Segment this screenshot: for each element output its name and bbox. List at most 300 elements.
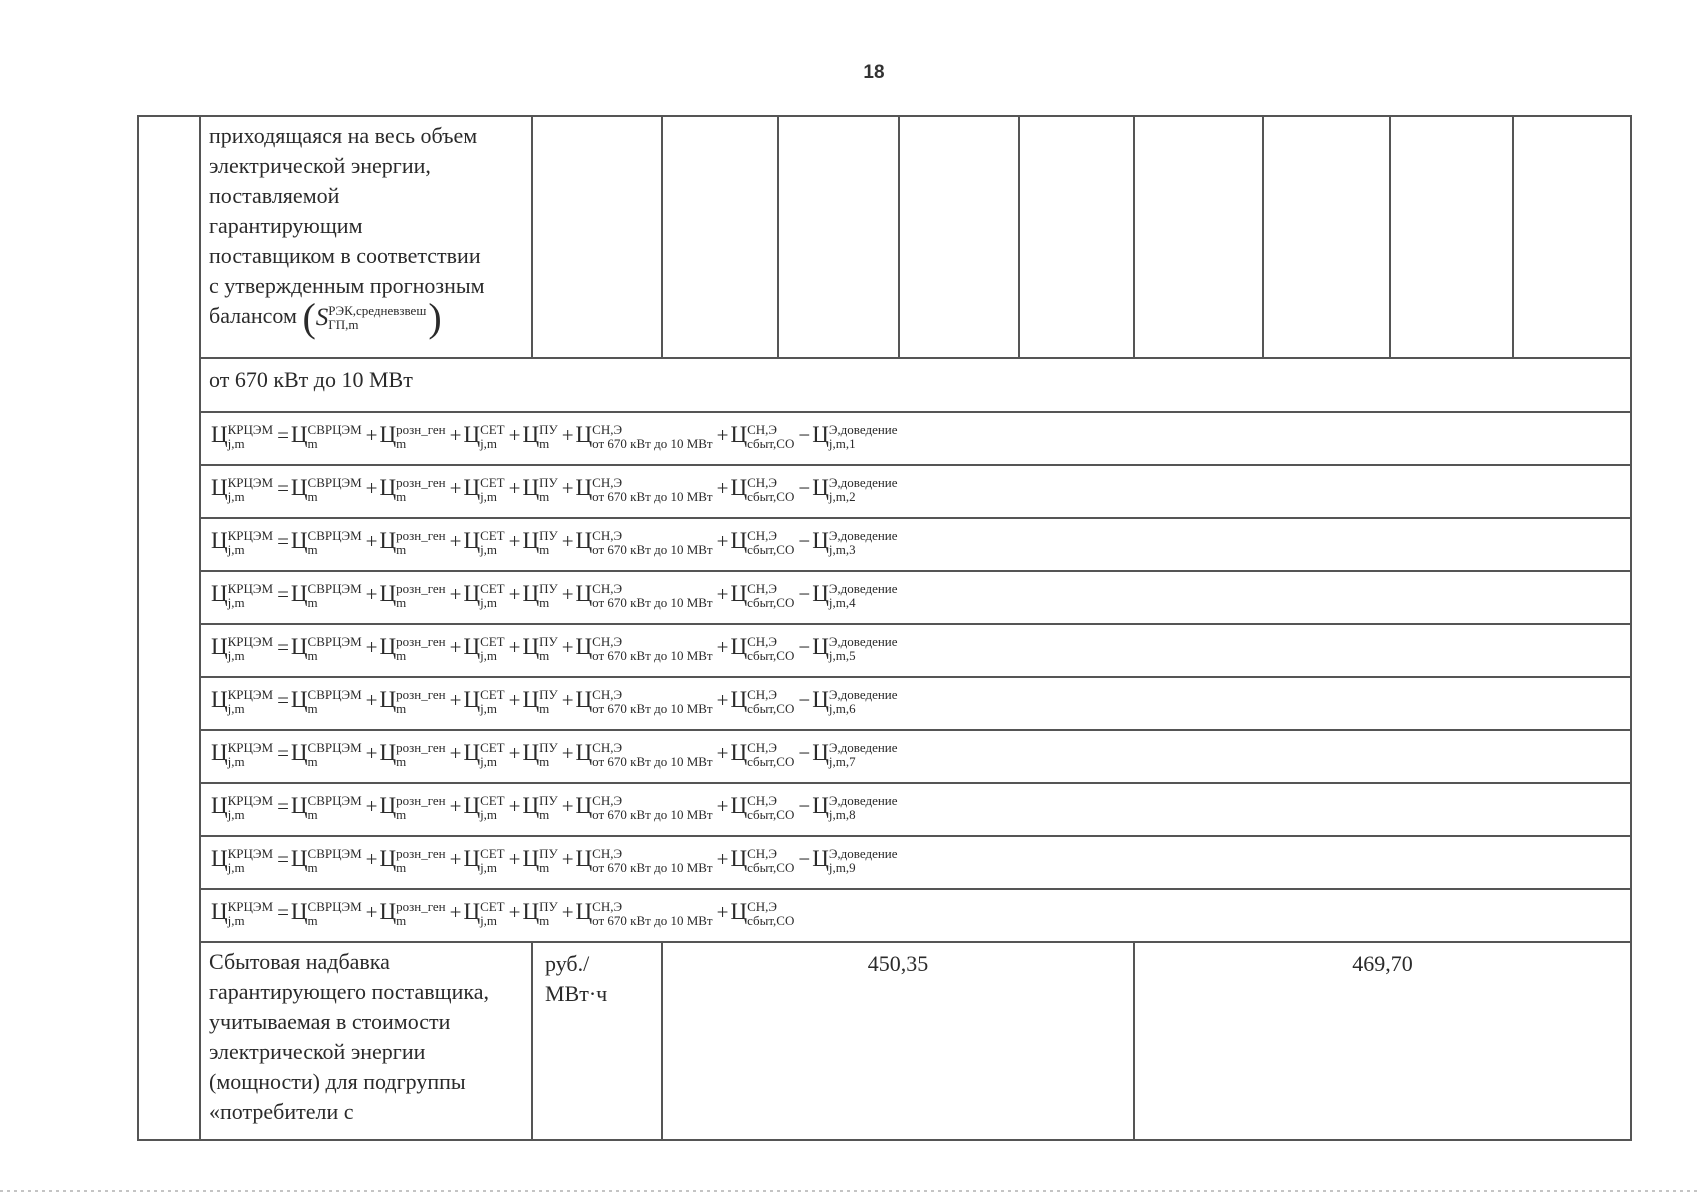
plus-operator: + [508, 900, 521, 924]
formula-row [200, 783, 1631, 836]
markup-price-symbol: Ц [575, 475, 593, 500]
delivery-price-indices [829, 741, 898, 769]
retail-gen-price-sub: m [396, 806, 407, 822]
retail-gen-price-sup: розн_ген [396, 686, 446, 702]
network-price-indices [480, 741, 505, 769]
retail-gen-price-sup: розн_ген [396, 898, 446, 914]
network-price-symbol: Ц [463, 422, 481, 447]
plus-operator: + [449, 847, 462, 871]
plus-operator: + [365, 741, 378, 765]
markup-price-indices [592, 476, 712, 504]
infra-price [522, 792, 559, 822]
equals-operator: = [277, 741, 289, 765]
markup-line: (мощности) для подгруппы [209, 1069, 466, 1094]
sales-price-indices [747, 847, 794, 875]
sales-price-sup: СН,Э [747, 792, 777, 808]
delivery-price [812, 686, 899, 716]
sales-price-sub: сбыт,СО [747, 806, 795, 822]
sales-price [730, 686, 796, 716]
plus-operator: + [716, 847, 729, 871]
lhs-price-sup: КРЦЭМ [227, 845, 274, 861]
markup-price [575, 474, 715, 504]
wholesale-price-sub: m [307, 700, 318, 716]
plus-operator: + [508, 529, 521, 553]
infra-price-sup: ПУ [539, 898, 558, 914]
delivery-price-symbol: Ц [812, 422, 829, 447]
lhs-price-indices [228, 529, 273, 557]
delivery-price-indices [829, 423, 898, 451]
infra-price-sub: m [539, 647, 550, 663]
minus-operator: − [798, 847, 811, 871]
retail-gen-price [379, 739, 447, 769]
network-price-sup: СЕТ [480, 845, 505, 861]
markup-price-symbol: Ц [575, 899, 593, 924]
markup-price-sup: СН,Э [592, 686, 623, 702]
equals-operator: = [277, 900, 289, 924]
wholesale-price-symbol: Ц [290, 899, 308, 924]
sales-price [730, 792, 796, 822]
description-cell [200, 116, 532, 358]
plus-operator: + [365, 635, 378, 659]
empty-cell [1513, 116, 1631, 358]
infra-price-sub: m [539, 806, 550, 822]
network-price-sub: j,m [480, 700, 498, 716]
wholesale-price-sub: m [307, 859, 318, 875]
sales-price [730, 421, 796, 451]
lhs-price-indices [228, 688, 273, 716]
plus-operator: + [561, 423, 574, 447]
infra-price-sup: ПУ [539, 474, 558, 490]
lhs-price-sup: КРЦЭМ [227, 580, 274, 596]
retail-gen-price [379, 792, 447, 822]
markup-price-sub: от 670 кВт до 10 МВт [592, 488, 713, 504]
plus-operator: + [449, 741, 462, 765]
retail-gen-price-sup: розн_ген [396, 792, 446, 808]
retail-gen-price-indices [396, 900, 445, 928]
plus-operator: + [449, 688, 462, 712]
wholesale-price-indices [308, 741, 362, 769]
plus-operator: + [561, 476, 574, 500]
sales-price-symbol: Ц [730, 846, 748, 871]
infra-price-sup: ПУ [539, 421, 558, 437]
plus-operator: + [365, 476, 378, 500]
lhs-price-symbol: Ц [211, 634, 228, 659]
network-price-sup: СЕТ [480, 898, 505, 914]
network-price-symbol: Ц [463, 687, 481, 712]
retail-gen-price-sub: m [396, 488, 407, 504]
sales-price-symbol: Ц [730, 899, 748, 924]
markup-price-sup: СН,Э [592, 633, 623, 649]
formula-row [200, 518, 1631, 571]
delivery-price-sup: Э,доведение [828, 421, 898, 437]
markup-price-sub: от 670 кВт до 10 МВт [592, 753, 713, 769]
delivery-price-sup: Э,доведение [828, 474, 898, 490]
equals-operator: = [277, 529, 289, 553]
plus-operator: + [716, 529, 729, 553]
network-price-symbol: Ц [463, 634, 481, 659]
sales-price-symbol: Ц [730, 581, 748, 606]
wholesale-price-sup: СВРЦЭМ [307, 898, 362, 914]
network-price-sub: j,m [480, 435, 498, 451]
lhs-price [211, 845, 275, 875]
network-price-sub: j,m [480, 753, 498, 769]
markup-price [575, 527, 715, 557]
markup-price-sub: от 670 кВт до 10 МВт [592, 435, 713, 451]
lhs-price [211, 527, 275, 557]
markup-price-indices [592, 423, 712, 451]
sales-price-sub: сбыт,СО [747, 912, 795, 928]
markup-price-sub: от 670 кВт до 10 МВт [592, 806, 713, 822]
infra-price-sub: m [539, 488, 550, 504]
wholesale-price-sub: m [307, 594, 318, 610]
formula-row [200, 889, 1631, 942]
network-price-sub: j,m [480, 859, 498, 875]
sales-price-sup: СН,Э [747, 898, 777, 914]
wholesale-price-symbol: Ц [290, 846, 308, 871]
sales-price-sub: сбыт,СО [747, 647, 795, 663]
network-price-symbol: Ц [463, 475, 481, 500]
sales-price-symbol: Ц [730, 422, 748, 447]
markup-price-sub: от 670 кВт до 10 МВт [592, 594, 713, 610]
markup-price-indices [592, 635, 712, 663]
retail-gen-price-symbol: Ц [379, 634, 397, 659]
wholesale-price-sup: СВРЦЭМ [307, 845, 362, 861]
plus-operator: + [508, 476, 521, 500]
minus-operator: − [798, 688, 811, 712]
formula-row [200, 624, 1631, 677]
wholesale-price-indices [308, 529, 362, 557]
sales-price-indices [747, 423, 794, 451]
markup-price-sub: от 670 кВт до 10 МВт [592, 700, 713, 716]
delivery-price-indices [829, 476, 898, 504]
infra-price-symbol: Ц [522, 528, 540, 553]
infra-price-symbol: Ц [522, 687, 540, 712]
equals-operator: = [277, 582, 289, 606]
delivery-price-sup: Э,доведение [828, 792, 898, 808]
delivery-price-sub: j,m,6 [828, 700, 856, 716]
network-price-sub: j,m [480, 912, 498, 928]
markup-price-sup: СН,Э [592, 792, 623, 808]
plus-operator: + [716, 741, 729, 765]
plus-operator: + [508, 688, 521, 712]
markup-price-symbol: Ц [575, 740, 593, 765]
retail-gen-price-sub: m [396, 647, 407, 663]
lhs-price-symbol: Ц [211, 793, 228, 818]
plus-operator: + [365, 847, 378, 871]
wholesale-price-indices [308, 423, 362, 451]
markup-price-sup: СН,Э [592, 580, 623, 596]
network-price-sup: СЕТ [480, 421, 505, 437]
minus-operator: − [798, 423, 811, 447]
lhs-price-sub: j,m [227, 806, 245, 822]
markup-price-indices [592, 741, 712, 769]
scan-artifact-line [0, 1190, 1698, 1192]
plus-operator: + [449, 423, 462, 447]
retail-gen-price-indices [396, 476, 445, 504]
markup-price-symbol: Ц [575, 687, 593, 712]
network-price-sup: СЕТ [480, 739, 505, 755]
plus-operator: + [561, 900, 574, 924]
plus-operator: + [716, 688, 729, 712]
lhs-price-sup: КРЦЭМ [227, 474, 274, 490]
delivery-price-sub: j,m,7 [828, 753, 856, 769]
plus-operator: + [716, 794, 729, 818]
lhs-price-sup: КРЦЭМ [227, 421, 274, 437]
retail-gen-price-sup: розн_ген [396, 739, 446, 755]
delivery-price [812, 527, 899, 557]
lhs-price-indices [228, 476, 273, 504]
infra-price-indices [539, 847, 558, 875]
network-price [463, 898, 506, 928]
delivery-price-sub: j,m,9 [828, 859, 856, 875]
wholesale-price [290, 633, 364, 663]
subgroup-row [138, 358, 1631, 412]
network-price [463, 474, 506, 504]
plus-operator: + [508, 635, 521, 659]
lhs-price [211, 580, 275, 610]
empty-cell [662, 116, 778, 358]
network-price-symbol: Ц [463, 846, 481, 871]
lhs-price [211, 474, 275, 504]
wholesale-price-sup: СВРЦЭМ [307, 792, 362, 808]
sales-price [730, 527, 796, 557]
retail-gen-price-symbol: Ц [379, 740, 397, 765]
markup-price-sub: от 670 кВт до 10 МВт [592, 912, 713, 928]
lhs-price-sup: КРЦЭМ [227, 633, 274, 649]
markup-price-sub: от 670 кВт до 10 МВт [592, 541, 713, 557]
sales-price-indices [747, 794, 794, 822]
infra-price-indices [539, 688, 558, 716]
wholesale-price-indices [308, 582, 362, 610]
infra-price-indices [539, 794, 558, 822]
plus-operator: + [449, 794, 462, 818]
sales-price [730, 580, 796, 610]
wholesale-price-sub: m [307, 912, 318, 928]
plus-operator: + [449, 529, 462, 553]
sales-price-indices [747, 582, 794, 610]
delivery-price-sub: j,m,4 [828, 594, 856, 610]
markup-price-sub: от 670 кВт до 10 МВт [592, 859, 713, 875]
retail-gen-price [379, 421, 447, 451]
lhs-price-sup: КРЦЭМ [227, 898, 274, 914]
delivery-price-symbol: Ц [812, 846, 829, 871]
minus-operator: − [798, 529, 811, 553]
markup-price-sup: СН,Э [592, 527, 623, 543]
wholesale-price [290, 898, 364, 928]
description-line: поставляемой [209, 183, 340, 208]
network-price-sup: СЕТ [480, 580, 505, 596]
description-line: с утвержденным прогнозным [209, 273, 485, 298]
markup-price-symbol: Ц [575, 846, 593, 871]
delivery-price-indices [829, 688, 898, 716]
value-cell-second-half: 469,70 [1134, 942, 1631, 1140]
markup-line: Сбытовая надбавка [209, 949, 390, 974]
plus-operator: + [508, 741, 521, 765]
lhs-price [211, 792, 275, 822]
retail-gen-price-indices [396, 529, 445, 557]
network-price-symbol: Ц [463, 740, 481, 765]
network-price-symbol: Ц [463, 581, 481, 606]
retail-gen-price-symbol: Ц [379, 846, 397, 871]
formula-row [200, 730, 1631, 783]
sales-price-sup: СН,Э [747, 527, 777, 543]
unit-line: руб./ [545, 951, 590, 976]
infra-price-indices [539, 476, 558, 504]
network-price-sub: j,m [480, 647, 498, 663]
retail-gen-price-sub: m [396, 912, 407, 928]
wholesale-price-sub: m [307, 435, 318, 451]
plus-operator: + [508, 847, 521, 871]
delivery-price-sub: j,m,8 [828, 806, 856, 822]
sales-price-sub: сбыт,СО [747, 488, 795, 504]
retail-gen-price-sub: m [396, 594, 407, 610]
plus-operator: + [716, 582, 729, 606]
lhs-price-indices [228, 582, 273, 610]
infra-price [522, 580, 559, 610]
sales-price [730, 739, 796, 769]
sales-price [730, 898, 796, 928]
sales-price-sub: сбыт,СО [747, 435, 795, 451]
description-line: электрической энергии, [209, 153, 431, 178]
markup-price-indices [592, 582, 712, 610]
delivery-price-sup: Э,доведение [828, 580, 898, 596]
retail-gen-price-sub: m [396, 753, 407, 769]
retail-gen-price-symbol: Ц [379, 422, 397, 447]
plus-operator: + [508, 582, 521, 606]
lhs-price-sub: j,m [227, 488, 245, 504]
sales-price-indices [747, 529, 794, 557]
network-price-sup: СЕТ [480, 686, 505, 702]
infra-price-sub: m [539, 541, 550, 557]
wholesale-price-indices [308, 635, 362, 663]
network-price [463, 739, 506, 769]
equals-operator: = [277, 635, 289, 659]
empty-cell [532, 116, 662, 358]
unit-cell [532, 942, 662, 1140]
wholesale-price-sup: СВРЦЭМ [307, 739, 362, 755]
network-price [463, 421, 506, 451]
retail-gen-price-indices [396, 847, 445, 875]
sales-price-indices [747, 900, 794, 928]
lhs-price-sup: КРЦЭМ [227, 792, 274, 808]
network-price-symbol: Ц [463, 899, 481, 924]
delivery-price [812, 474, 899, 504]
wholesale-price-symbol: Ц [290, 581, 308, 606]
markup-price-indices [592, 688, 712, 716]
network-price-sub: j,m [480, 594, 498, 610]
network-price-sub: j,m [480, 806, 498, 822]
infra-price-sup: ПУ [539, 845, 558, 861]
network-price-sub: j,m [480, 488, 498, 504]
markup-price-indices [592, 529, 712, 557]
infra-price-indices [539, 900, 558, 928]
infra-price-symbol: Ц [522, 475, 540, 500]
balans-sub: ГП,m [328, 316, 359, 332]
wholesale-price-symbol: Ц [290, 634, 308, 659]
wholesale-price-symbol: Ц [290, 475, 308, 500]
retail-gen-price-indices [396, 635, 445, 663]
plus-operator: + [365, 688, 378, 712]
retail-gen-price-symbol: Ц [379, 581, 397, 606]
sales-price-sub: сбыт,СО [747, 700, 795, 716]
markup-line: «потребители с [209, 1099, 354, 1124]
wholesale-price-sup: СВРЦЭМ [307, 421, 362, 437]
equals-operator: = [277, 688, 289, 712]
empty-cell [899, 116, 1019, 358]
delivery-price [812, 633, 899, 663]
lhs-price [211, 739, 275, 769]
wholesale-price-sub: m [307, 488, 318, 504]
value-cell-first-half: 450,35 [662, 942, 1134, 1140]
network-price-sub: j,m [480, 541, 498, 557]
wholesale-price [290, 686, 364, 716]
network-price [463, 580, 506, 610]
lhs-price-sub: j,m [227, 912, 245, 928]
retail-gen-price-indices [396, 688, 445, 716]
minus-operator: − [798, 635, 811, 659]
network-price-symbol: Ц [463, 528, 481, 553]
network-price-sup: СЕТ [480, 633, 505, 649]
network-price-indices [480, 582, 505, 610]
delivery-price-symbol: Ц [812, 740, 829, 765]
wholesale-price-indices [308, 900, 362, 928]
sales-price-symbol: Ц [730, 740, 748, 765]
plus-operator: + [561, 794, 574, 818]
wholesale-price [290, 845, 364, 875]
network-price-indices [480, 529, 505, 557]
plus-operator: + [508, 794, 521, 818]
delivery-price-symbol: Ц [812, 634, 829, 659]
markup-price-indices [592, 847, 712, 875]
delivery-price-indices [829, 635, 898, 663]
minus-operator: − [798, 582, 811, 606]
plus-operator: + [365, 900, 378, 924]
markup-price [575, 633, 715, 663]
markup-price-symbol: Ц [575, 422, 593, 447]
markup-price-symbol: Ц [575, 793, 593, 818]
wholesale-price [290, 580, 364, 610]
wholesale-price [290, 739, 364, 769]
lhs-price-indices [228, 423, 273, 451]
lhs-price-symbol: Ц [211, 528, 228, 553]
markup-line: учитываемая в стоимости [209, 1009, 451, 1034]
network-price-sup: СЕТ [480, 474, 505, 490]
minus-operator: − [798, 476, 811, 500]
description-row [138, 116, 1631, 358]
sales-price-sub: сбыт,СО [747, 753, 795, 769]
infra-price [522, 845, 559, 875]
formula-row [200, 571, 1631, 624]
markup-price [575, 580, 715, 610]
retail-gen-price-sup: розн_ген [396, 527, 446, 543]
markup-line: гарантирующего поставщика, [209, 979, 489, 1004]
delivery-price-symbol: Ц [812, 528, 829, 553]
retail-gen-price-indices [396, 794, 445, 822]
wholesale-price [290, 474, 364, 504]
wholesale-price-sup: СВРЦЭМ [307, 527, 362, 543]
minus-operator: − [798, 794, 811, 818]
infra-price-sup: ПУ [539, 633, 558, 649]
delivery-price-sub: j,m,5 [828, 647, 856, 663]
retail-gen-price [379, 580, 447, 610]
delivery-price-sup: Э,доведение [828, 739, 898, 755]
retail-gen-price-sup: розн_ген [396, 845, 446, 861]
close-paren: ) [428, 294, 442, 340]
retail-gen-price [379, 474, 447, 504]
lhs-price-indices [228, 794, 273, 822]
sales-price-indices [747, 635, 794, 663]
formula-row [200, 836, 1631, 889]
